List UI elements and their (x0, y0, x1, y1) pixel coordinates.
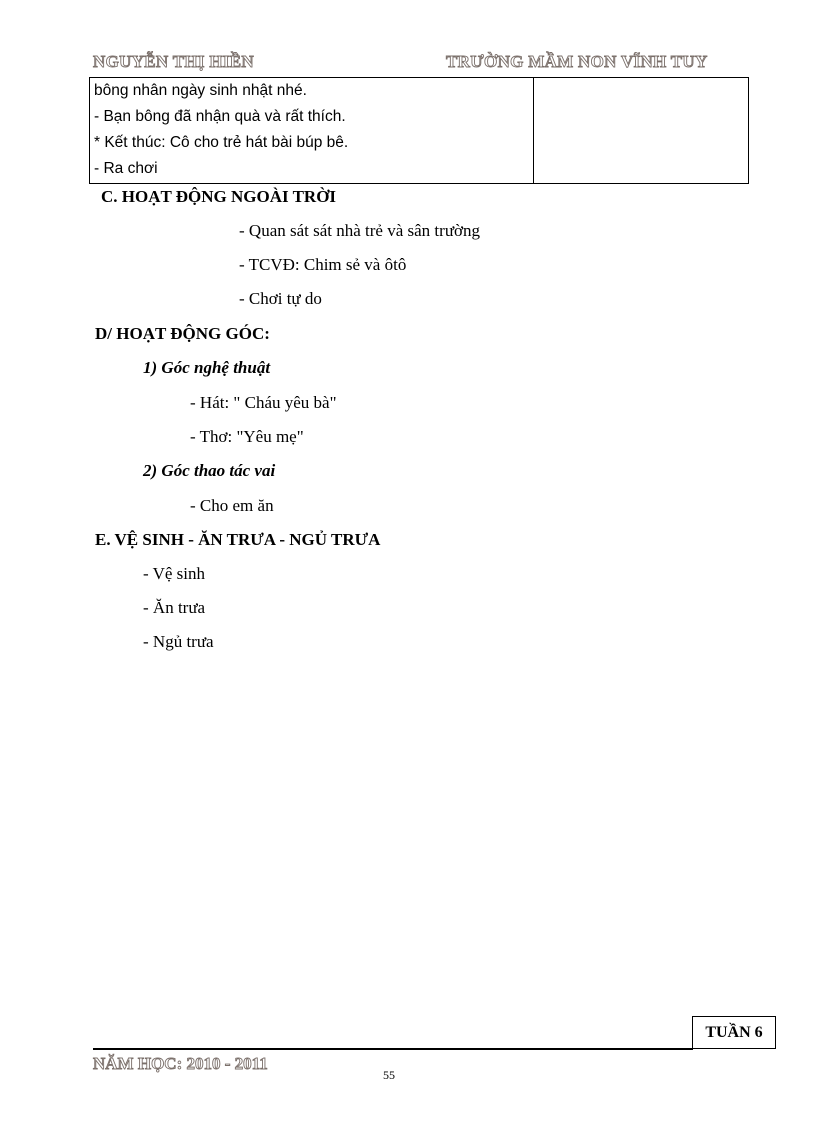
section-d-title: D/ HOẠT ĐỘNG GÓC: (95, 324, 270, 343)
section-e-title: E. VỆ SINH - ĂN TRƯA - NGỦ TRƯA (95, 530, 381, 549)
footer-rule (93, 1048, 693, 1050)
table-column-divider (533, 78, 534, 183)
table-line: - Bạn bông đã nhận quà và rất thích. (94, 108, 346, 125)
table-line: bông nhân ngày sinh nhật nhé. (94, 82, 307, 99)
school-year: NĂM HỌC: 2010 - 2011 (93, 1054, 268, 1073)
list-item: - Vệ sinh (143, 564, 206, 583)
list-item: - TCVĐ: Chim sẻ và ôtô (239, 255, 407, 274)
page-number: 55 (383, 1068, 395, 1082)
activity-table (89, 77, 749, 184)
week-badge: TUẦN 6 (692, 1016, 776, 1049)
list-item: - Ngủ trưa (143, 632, 214, 651)
list-item: - Quan sát sát nhà trẻ và sân trường (239, 221, 481, 240)
table-line: - Ra chơi (94, 160, 158, 177)
subsection-title: 1) Góc nghệ thuật (143, 358, 271, 377)
list-item: - Ăn trưa (143, 598, 206, 617)
table-line: * Kết thúc: Cô cho trẻ hát bài búp bê. (94, 134, 349, 151)
header-author: NGUYỄN THỊ HIỀN (93, 52, 254, 71)
subsection-title: 2) Góc thao tác vai (143, 461, 276, 480)
list-item: - Chơi tự do (239, 289, 322, 308)
list-item: - Cho em ăn (190, 496, 274, 515)
section-c-title: C. HOẠT ĐỘNG NGOÀI TRỜI (101, 187, 337, 206)
list-item: - Thơ: "Yêu mẹ" (190, 427, 304, 446)
list-item: - Hát: " Cháu yêu bà" (190, 393, 337, 412)
header-school: TRƯỜNG MẦM NON VĨNH TUY (446, 52, 708, 71)
